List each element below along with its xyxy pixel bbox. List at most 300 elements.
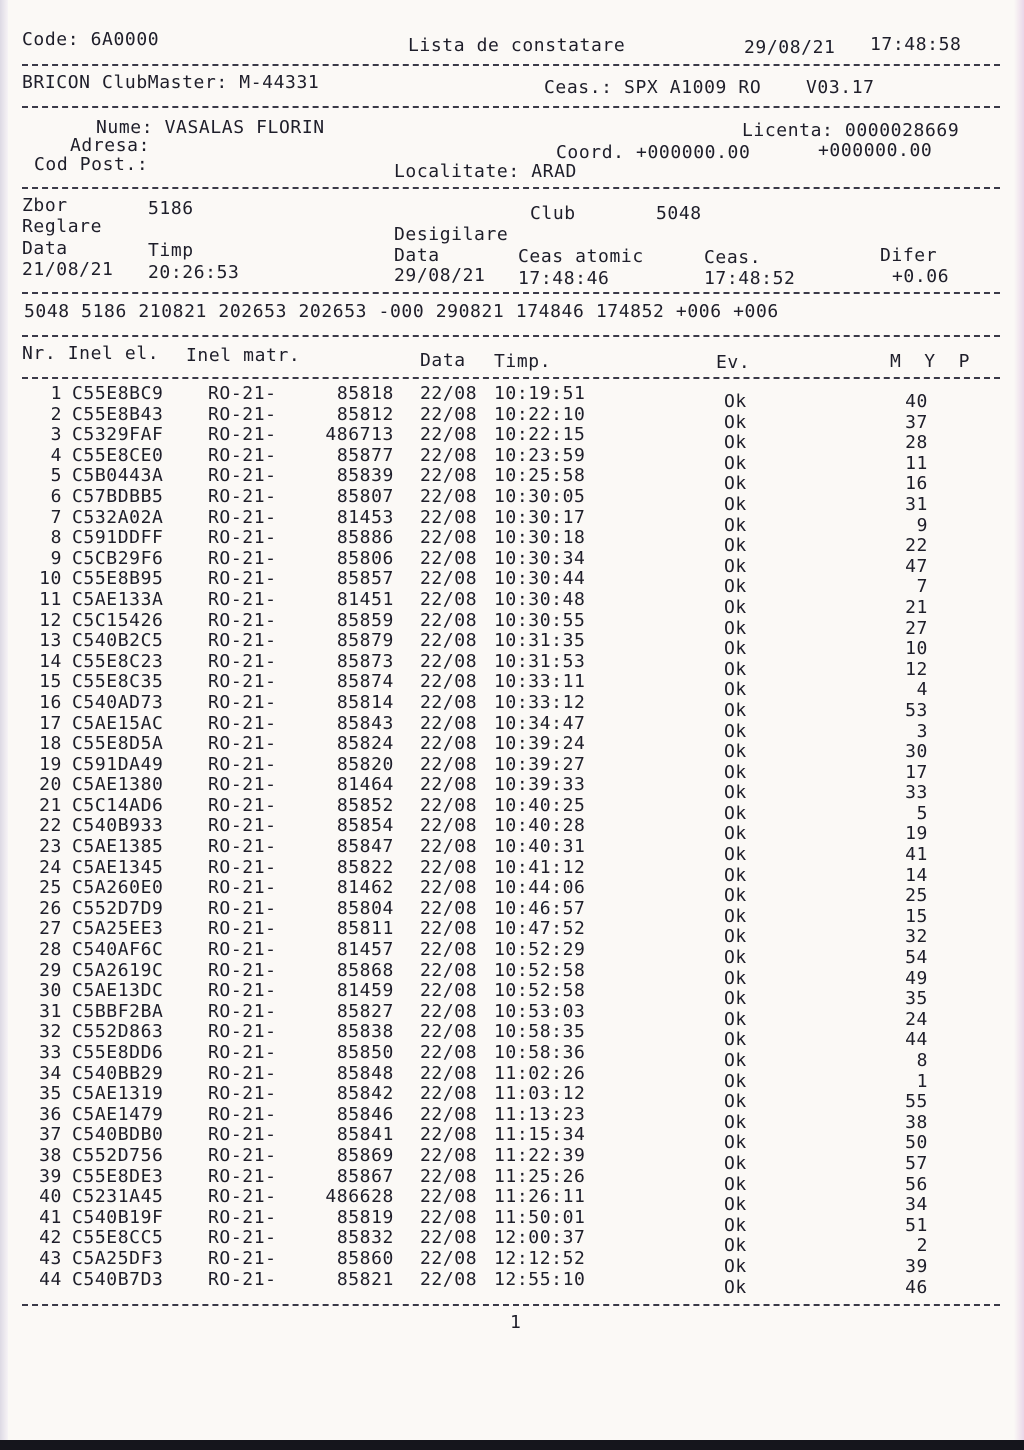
arrival-date: 22/08 [420, 1144, 478, 1166]
ring-number: 85843 [336, 712, 394, 734]
event-status: Ok [724, 473, 747, 495]
position-m: 15 [905, 905, 928, 927]
arrival-date: 22/08 [420, 444, 478, 466]
coordinates-lon: +000000.00 [818, 140, 933, 161]
arrival-date: 22/08 [420, 877, 478, 899]
table-row [0, 506, 1024, 536]
ring-number: 85847 [336, 836, 394, 858]
event-status: Ok [724, 596, 747, 618]
reglare-date: 21/08/21 [22, 259, 114, 280]
position-m: 21 [905, 596, 928, 618]
ring-number: 85860 [336, 1247, 394, 1269]
ring-number: 85867 [336, 1165, 394, 1187]
table-row [0, 1227, 1024, 1257]
ring-number: 85879 [336, 630, 394, 652]
ring-number: 85818 [336, 383, 394, 404]
position-m: 1 [916, 1070, 928, 1092]
position-m: 53 [905, 699, 928, 721]
table-row [0, 712, 1024, 742]
table-row [0, 939, 1024, 969]
scan-bottom-border [0, 1440, 1024, 1450]
ring-number: 85859 [336, 609, 394, 631]
event-status: Ok [724, 864, 747, 886]
row-number: 23 [39, 836, 62, 858]
position-m: 19 [905, 823, 928, 845]
reglare-timp-label: Timp [148, 240, 194, 261]
ring-prefix: RO-21- [208, 1247, 277, 1269]
ring-prefix: RO-21- [208, 1042, 277, 1063]
arrival-time: 12:12:52 [494, 1247, 586, 1269]
position-m: 11 [905, 452, 928, 474]
ring-number: 85832 [336, 1227, 394, 1249]
table-row [0, 815, 1024, 845]
row-number: 16 [39, 691, 62, 713]
arrival-time: 10:22:10 [494, 403, 586, 425]
arrival-time: 10:40:25 [494, 794, 586, 816]
position-m: 14 [905, 864, 928, 886]
electronic-ring-id: C55E8C23 [72, 650, 164, 672]
event-status: Ok [724, 844, 747, 866]
row-number: 41 [39, 1206, 62, 1228]
arrival-date: 22/08 [420, 836, 478, 858]
electronic-ring-id: C55E8BC9 [72, 383, 164, 404]
arrival-time: 10:52:58 [494, 980, 586, 1002]
ring-number: 85877 [336, 444, 394, 466]
row-number: 39 [39, 1165, 62, 1187]
event-status: Ok [724, 638, 747, 660]
ring-prefix: RO-21- [208, 815, 277, 837]
arrival-time: 12:55:10 [494, 1268, 586, 1290]
ring-number: 85824 [336, 733, 394, 755]
table-row [0, 650, 1024, 680]
ring-prefix: RO-21- [208, 1268, 277, 1290]
table-row [0, 918, 1024, 948]
table-row [0, 465, 1024, 495]
position-m: 22 [905, 535, 928, 557]
arrival-date: 22/08 [420, 485, 478, 507]
electronic-ring-id: C5CB29F6 [72, 547, 164, 569]
row-number: 32 [39, 1021, 62, 1043]
print-date: 29/08/21 [744, 37, 836, 58]
col-header-nr-inel-el: Nr. Inel el. [22, 343, 160, 364]
position-m: 31 [905, 493, 928, 515]
row-number: 15 [39, 671, 62, 693]
table-row [0, 774, 1024, 804]
arrival-date: 22/08 [420, 1186, 478, 1208]
ring-number: 85814 [336, 691, 394, 713]
position-m: 3 [916, 720, 928, 742]
table-row [0, 485, 1024, 515]
row-number: 17 [39, 712, 62, 734]
arrival-time: 10:23:59 [494, 444, 586, 466]
electronic-ring-id: C5AE13DC [72, 980, 164, 1002]
flight-number: 5186 [148, 198, 194, 219]
electronic-ring-id: C5AE1380 [72, 774, 164, 796]
position-m: 9 [916, 514, 928, 536]
arrival-date: 22/08 [420, 1206, 478, 1228]
ring-number: 85821 [336, 1268, 394, 1290]
row-number: 10 [39, 568, 62, 590]
arrival-date: 22/08 [420, 527, 478, 549]
club-number: 5048 [656, 203, 702, 224]
ring-number: 85854 [336, 815, 394, 837]
ring-prefix: RO-21- [208, 1144, 277, 1166]
electronic-ring-id: C5AE15AC [72, 712, 164, 734]
position-m: 40 [905, 391, 928, 412]
row-number: 24 [39, 856, 62, 878]
position-m: 35 [905, 988, 928, 1010]
ring-number: 85873 [336, 650, 394, 672]
arrival-time: 11:50:01 [494, 1206, 586, 1228]
arrival-date: 22/08 [420, 753, 478, 775]
position-m: 5 [916, 802, 928, 824]
arrival-date: 22/08 [420, 856, 478, 878]
ring-prefix: RO-21- [208, 485, 277, 507]
row-number: 37 [39, 1124, 62, 1146]
event-status: Ok [724, 761, 747, 783]
row-number: 38 [39, 1144, 62, 1166]
row-number: 21 [39, 794, 62, 816]
position-m: 56 [905, 1173, 928, 1195]
ring-prefix: RO-21- [208, 712, 277, 734]
event-status: Ok [724, 411, 747, 433]
position-m: 51 [905, 1214, 928, 1236]
electronic-ring-id: C5A260E0 [72, 877, 164, 899]
postal-code-label: Cod Post.: [34, 154, 149, 175]
row-number: 29 [39, 959, 62, 981]
arrival-time: 10:52:29 [494, 939, 586, 961]
position-m: 8 [916, 1050, 928, 1071]
table-row [0, 547, 1024, 577]
ring-number: 85827 [336, 1000, 394, 1022]
event-status: Ok [724, 823, 747, 845]
table-row [0, 836, 1024, 866]
club-label: Club [530, 203, 576, 224]
event-status: Ok [724, 967, 747, 989]
table-row [0, 980, 1024, 1010]
event-status: Ok [724, 782, 747, 804]
table-row [0, 671, 1024, 701]
ring-number: 85804 [336, 897, 394, 919]
arrival-date: 22/08 [420, 1000, 478, 1022]
event-status: Ok [724, 1070, 747, 1092]
event-status: Ok [724, 1214, 747, 1236]
position-m: 34 [905, 1194, 928, 1216]
position-m: 44 [905, 1029, 928, 1051]
arrival-date: 22/08 [420, 815, 478, 837]
arrival-time: 10:52:58 [494, 959, 586, 981]
electronic-ring-id: C5AE1345 [72, 856, 164, 878]
ring-prefix: RO-21- [208, 424, 277, 446]
row-number: 25 [39, 877, 62, 899]
ring-number: 81451 [336, 588, 394, 610]
row-number: 42 [39, 1227, 62, 1249]
position-m: 10 [905, 638, 928, 660]
firmware-version: V03.17 [806, 77, 875, 98]
arrival-time: 10:39:33 [494, 774, 586, 796]
ring-prefix: RO-21- [208, 588, 277, 610]
event-status: Ok [724, 699, 747, 721]
table-row [0, 1165, 1024, 1195]
row-number: 19 [39, 753, 62, 775]
ring-prefix: RO-21- [208, 650, 277, 672]
license-number: Licenta: 0000028669 [742, 120, 960, 141]
electronic-ring-id: C5AE1385 [72, 836, 164, 858]
row-number: 44 [39, 1268, 62, 1290]
event-status: Ok [724, 1255, 747, 1277]
arrival-time: 10:40:31 [494, 836, 586, 858]
arrival-date: 22/08 [420, 465, 478, 487]
ring-number: 85857 [336, 568, 394, 590]
row-number: 43 [39, 1247, 62, 1269]
ring-prefix: RO-21- [208, 733, 277, 755]
event-status: Ok [724, 555, 747, 577]
event-status: Ok [724, 1152, 747, 1174]
table-row [0, 403, 1024, 433]
ring-prefix: RO-21- [208, 959, 277, 981]
table-row [0, 753, 1024, 783]
ring-number: 85852 [336, 794, 394, 816]
coordinates-lat: Coord. +000000.00 [556, 142, 751, 163]
arrival-date: 22/08 [420, 1124, 478, 1146]
table-row [0, 568, 1024, 598]
locality: Localitate: ARAD [394, 161, 577, 182]
row-number: 27 [39, 918, 62, 940]
arrival-time: 10:30:44 [494, 568, 586, 590]
table-row [0, 1062, 1024, 1092]
table-row [0, 877, 1024, 907]
table-row [0, 1247, 1024, 1277]
arrival-time: 11:13:23 [494, 1103, 586, 1125]
table-row [0, 1103, 1024, 1133]
arrival-time: 10:44:06 [494, 877, 586, 899]
separator [22, 377, 1000, 379]
ring-prefix: RO-21- [208, 1165, 277, 1187]
ring-prefix: RO-21- [208, 383, 277, 404]
row-number: 34 [39, 1062, 62, 1084]
electronic-ring-id: C55E8B43 [72, 403, 164, 425]
event-status: Ok [724, 1008, 747, 1030]
arrival-date: 22/08 [420, 671, 478, 693]
row-number: 3 [50, 424, 62, 446]
ring-prefix: RO-21- [208, 856, 277, 878]
ring-prefix: RO-21- [208, 753, 277, 775]
ring-prefix: RO-21- [208, 918, 277, 940]
atomic-clock-label: Ceas atomic [518, 246, 644, 267]
ring-number: 81464 [336, 774, 394, 796]
position-m: 24 [905, 1008, 928, 1030]
clock-label: Ceas. [704, 247, 762, 268]
ring-prefix: RO-21- [208, 1083, 277, 1105]
ring-number: 85819 [336, 1206, 394, 1228]
arrival-time: 10:58:35 [494, 1021, 586, 1043]
event-status: Ok [724, 493, 747, 515]
reglare-label: Reglare [22, 216, 103, 237]
electronic-ring-id: C5C14AD6 [72, 794, 164, 816]
arrival-date: 22/08 [420, 1062, 478, 1084]
table-row [0, 1000, 1024, 1030]
arrival-date: 22/08 [420, 1083, 478, 1105]
electronic-ring-id: C5329FAF [72, 424, 164, 446]
separator [22, 106, 1000, 108]
event-status: Ok [724, 514, 747, 536]
table-row [0, 588, 1024, 618]
ring-number: 85886 [336, 527, 394, 549]
row-number: 26 [39, 897, 62, 919]
arrival-date: 22/08 [420, 424, 478, 446]
event-status: Ok [724, 1194, 747, 1216]
ring-prefix: RO-21- [208, 794, 277, 816]
row-number: 28 [39, 939, 62, 961]
clubmaster-id: BRICON ClubMaster: M-44331 [22, 72, 320, 93]
ring-number: 85807 [336, 485, 394, 507]
owner-name: Nume: VASALAS FLORIN [96, 117, 325, 138]
ring-prefix: RO-21- [208, 1206, 277, 1228]
arrival-date: 22/08 [420, 650, 478, 672]
arrival-date: 22/08 [420, 403, 478, 425]
row-number: 5 [50, 465, 62, 487]
row-number: 14 [39, 650, 62, 672]
table-row [0, 1021, 1024, 1051]
electronic-ring-id: C540B2C5 [72, 630, 164, 652]
arrival-time: 11:22:39 [494, 1144, 586, 1166]
electronic-ring-id: C55E8B95 [72, 568, 164, 590]
arrival-time: 10:19:51 [494, 383, 586, 404]
position-m: 46 [905, 1276, 928, 1298]
arrival-time: 10:34:47 [494, 712, 586, 734]
arrival-date: 22/08 [420, 588, 478, 610]
ring-number: 85839 [336, 465, 394, 487]
ring-number: 85841 [336, 1124, 394, 1146]
table-row [0, 527, 1024, 557]
table-row [0, 444, 1024, 474]
arrival-time: 10:30:48 [494, 588, 586, 610]
arrival-time: 10:33:11 [494, 671, 586, 693]
separator [22, 335, 1000, 337]
row-number: 20 [39, 774, 62, 796]
arrival-time: 10:22:15 [494, 424, 586, 446]
desigilare-data-label: Data [394, 245, 440, 266]
arrival-date: 22/08 [420, 506, 478, 528]
page-number: 1 [510, 1312, 522, 1333]
electronic-ring-id: C591DDFF [72, 527, 164, 549]
ring-number: 85874 [336, 671, 394, 693]
ring-prefix: RO-21- [208, 1227, 277, 1249]
table-row [0, 1042, 1024, 1071]
ring-number: 85811 [336, 918, 394, 940]
flight-label: Zbor [22, 195, 68, 216]
arrival-date: 22/08 [420, 733, 478, 755]
encoded-summary-line: 5048 5186 210821 202653 202653 -000 290821 174846 174852 +006 +006 [24, 301, 779, 322]
arrival-date: 22/08 [420, 691, 478, 713]
electronic-ring-id: C5A25DF3 [72, 1247, 164, 1269]
event-status: Ok [724, 576, 747, 598]
separator [22, 64, 1000, 66]
arrival-time: 11:25:26 [494, 1165, 586, 1187]
arrival-time: 10:33:12 [494, 691, 586, 713]
arrival-time: 10:30:34 [494, 547, 586, 569]
event-status: Ok [724, 1173, 747, 1195]
ring-prefix: RO-21- [208, 1186, 277, 1208]
position-m: 37 [905, 411, 928, 433]
table-row [0, 424, 1024, 454]
table-row [0, 856, 1024, 886]
event-status: Ok [724, 1132, 747, 1154]
ring-prefix: RO-21- [208, 939, 277, 961]
position-m: 55 [905, 1091, 928, 1113]
event-status: Ok [724, 885, 747, 907]
ring-number: 85850 [336, 1042, 394, 1063]
position-m: 16 [905, 473, 928, 495]
row-number: 35 [39, 1083, 62, 1105]
table-row [0, 1083, 1024, 1113]
ring-prefix: RO-21- [208, 836, 277, 858]
arrival-date: 22/08 [420, 547, 478, 569]
ring-number: 486628 [325, 1186, 394, 1208]
ring-number: 85812 [336, 403, 394, 425]
desigilare-date: 29/08/21 [394, 265, 486, 286]
clock-time: 17:48:52 [704, 268, 796, 289]
ring-number: 81462 [336, 877, 394, 899]
event-status: Ok [724, 926, 747, 948]
event-status: Ok [724, 432, 747, 454]
electronic-ring-id: C5A25EE3 [72, 918, 164, 940]
row-number: 40 [39, 1186, 62, 1208]
position-m: 7 [916, 576, 928, 598]
row-number: 18 [39, 733, 62, 755]
electronic-ring-id: C5C15426 [72, 609, 164, 631]
table-row [0, 1124, 1024, 1154]
row-number: 30 [39, 980, 62, 1002]
ring-prefix: RO-21- [208, 980, 277, 1002]
event-status: Ok [724, 535, 747, 557]
arrival-date: 22/08 [420, 1227, 478, 1249]
position-m: 4 [916, 679, 928, 701]
row-number: 36 [39, 1103, 62, 1125]
table-row [0, 1144, 1024, 1174]
event-status: Ok [724, 741, 747, 763]
event-status: Ok [724, 905, 747, 927]
table-row [0, 1206, 1024, 1236]
ring-number: 81457 [336, 939, 394, 961]
event-status: Ok [724, 658, 747, 680]
result-table [0, 383, 1024, 1298]
arrival-date: 22/08 [420, 1021, 478, 1043]
ring-prefix: RO-21- [208, 465, 277, 487]
arrival-time: 10:47:52 [494, 918, 586, 940]
row-number: 13 [39, 630, 62, 652]
event-status: Ok [724, 391, 747, 412]
row-number: 12 [39, 609, 62, 631]
ring-prefix: RO-21- [208, 774, 277, 796]
ring-prefix: RO-21- [208, 630, 277, 652]
print-time: 17:48:58 [870, 34, 962, 55]
ring-prefix: RO-21- [208, 568, 277, 590]
table-row [0, 733, 1024, 763]
position-m: 39 [905, 1255, 928, 1277]
arrival-date: 22/08 [420, 609, 478, 631]
arrival-date: 22/08 [420, 712, 478, 734]
ring-prefix: RO-21- [208, 671, 277, 693]
event-status: Ok [724, 1276, 747, 1298]
position-m: 54 [905, 947, 928, 969]
event-status: Ok [724, 988, 747, 1010]
arrival-date: 22/08 [420, 980, 478, 1002]
ring-number: 85846 [336, 1103, 394, 1125]
electronic-ring-id: C540AF6C [72, 939, 164, 961]
electronic-ring-id: C540B7D3 [72, 1268, 164, 1290]
table-row [0, 1186, 1024, 1216]
